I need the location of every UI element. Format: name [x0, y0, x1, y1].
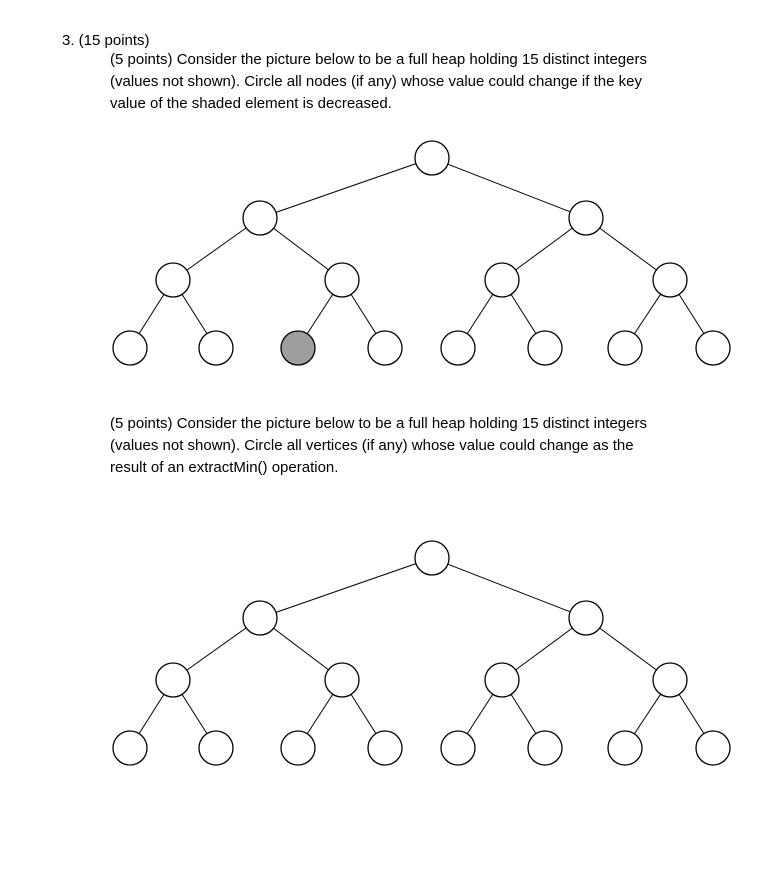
heap-edge — [511, 694, 536, 733]
heap-node — [199, 731, 233, 765]
question-header: 3. (15 points) — [62, 32, 150, 49]
heap-edge — [516, 628, 573, 670]
heap-node — [569, 601, 603, 635]
heap-node — [528, 731, 562, 765]
heap-edge — [187, 228, 246, 270]
heap-node — [415, 141, 449, 175]
heap-node — [415, 541, 449, 575]
heap-node — [368, 331, 402, 365]
heap-edge — [139, 294, 164, 333]
heap-edge — [467, 294, 493, 333]
heap-node — [325, 663, 359, 697]
heap-node — [368, 731, 402, 765]
heap-node — [696, 331, 730, 365]
heap-node — [281, 731, 315, 765]
heap-edge — [187, 628, 246, 670]
part2-prompt-line: (5 points) Consider the picture below to be a full heap holding 15 distinct integers — [110, 415, 647, 432]
heap-edge — [274, 628, 329, 669]
part1-heap-diagram — [0, 130, 768, 380]
heap-edge — [448, 164, 570, 212]
heap-node — [441, 331, 475, 365]
heap-node — [113, 331, 147, 365]
heap-node — [156, 663, 190, 697]
heap-node — [653, 263, 687, 297]
heap-edge — [307, 294, 333, 333]
heap-edge — [276, 564, 416, 613]
heap-edge — [139, 694, 164, 733]
heap-edge — [182, 294, 207, 333]
heap-edge — [679, 294, 704, 333]
heap-edge — [351, 694, 376, 733]
part1-prompt-line: (5 points) Consider the picture below to be a full heap holding 15 distinct integers — [110, 51, 647, 68]
heap-node — [243, 201, 277, 235]
heap-node — [113, 731, 147, 765]
part2-heap-diagram — [0, 530, 768, 780]
heap-edge — [448, 564, 570, 612]
heap-edge — [274, 228, 329, 269]
heap-edge — [634, 694, 660, 734]
heap-node — [485, 263, 519, 297]
heap-node — [243, 601, 277, 635]
heap-edge — [351, 294, 376, 333]
heap-node — [199, 331, 233, 365]
part2-prompt-line: (values not shown). Circle all vertices (if any) whose value could change as the — [110, 437, 634, 454]
heap-edge — [276, 164, 416, 213]
part2-prompt-line: result of an extractMin() operation. — [110, 459, 339, 476]
heap-edge — [307, 694, 333, 733]
part1-prompt-line: (values not shown). Circle all nodes (if any) whose value could change if the key — [110, 73, 642, 90]
part1-prompt — [110, 49, 710, 115]
heap-edge — [600, 228, 657, 270]
heap-edge — [467, 694, 493, 733]
heap-node — [325, 263, 359, 297]
heap-node — [485, 663, 519, 697]
heap-edge — [679, 694, 704, 733]
heap-node — [608, 331, 642, 365]
heap-node-shaded — [281, 331, 315, 365]
heap-edge — [516, 228, 573, 270]
heap-edge — [600, 628, 657, 670]
heap-node — [528, 331, 562, 365]
heap-node — [569, 201, 603, 235]
heap-node — [608, 731, 642, 765]
heap-node — [156, 263, 190, 297]
heap-node — [441, 731, 475, 765]
part2-prompt — [110, 413, 710, 479]
heap-edge — [511, 294, 536, 333]
part1-prompt-line: value of the shaded element is decreased. — [110, 95, 392, 112]
heap-edge — [182, 694, 207, 733]
heap-node — [696, 731, 730, 765]
heap-edge — [634, 294, 660, 334]
heap-node — [653, 663, 687, 697]
